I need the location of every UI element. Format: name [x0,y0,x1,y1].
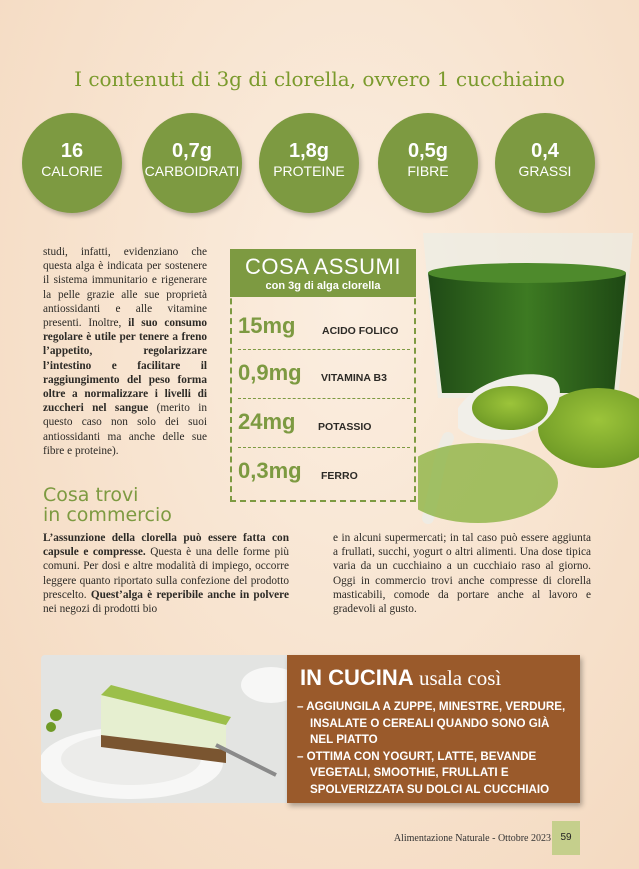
divider [238,398,410,399]
divider [238,349,410,350]
stat-label: GRASSI [518,163,572,179]
nutrient-amount: 15mg [238,313,296,338]
stat-circle-grassi [495,113,595,213]
nutrient-row [238,313,410,353]
paragraph-text: Questa è una delle forme più comuni. Per dosi e altre modalità di impiego, occorre leggere quanto riportato sulla confezione del prodotto prescelto. [43,546,289,601]
stat-label: CALORIE [41,163,103,179]
stats-row [22,113,622,213]
cucina-item: – OTTIMA CON YOGURT, LATTE, BEVANDE VEGETALI, SMOOTHIE, FRULLATI E SPOLVERIZZATA SU DOLCI AL CUCCHIAIO [297,749,550,796]
paragraph-bold: il suo consumo regolare è utile per tenere a freno l’appetito, regolarizzare l’intestino e facilitare il raggiungimento del peso forma oltre a normalizzare i livelli di zuccheri nel sangue [43,317,207,415]
nutrient-row [238,458,410,498]
section-title [43,485,172,525]
body-column-1 [43,245,207,458]
paragraph-text: nei negozi di prodotti bio [43,603,158,616]
stat-circle-calorie [22,113,122,213]
nutrient-box-subtitle: con 3g di alga clorella [265,280,381,292]
cucina-title-rest: usala così [418,666,502,690]
paragraph-text: e in alcuni supermercati; in tal caso può essere aggiunta a frullati, succhi, yogurt o altri alimenti. Una dose tipica varia da un cucchiaino a un cucchiaio raso al giorno. Oggi in commercio trovi anche compresse di clorella masticabili, comode da portare anche al lavoro e gradevoli al gusto. [333,532,591,616]
nutrient-row [238,360,410,400]
stat-value: 0,4 [531,140,559,162]
nutrient-name: VITAMINA B3 [321,372,387,384]
body-column-2 [43,531,289,616]
nutrient-amount: 0,3mg [238,458,302,483]
stat-circle-proteine [259,113,359,213]
nutrient-amount: 0,9mg [238,360,302,385]
stat-circle-fibre [378,113,478,213]
footer-text: Alimentazione Naturale - Ottobre 2023 [393,833,551,844]
divider [238,447,410,448]
paragraph-text: (merito in questo caso non solo dei suoi antiossidanti ma anche delle sue fibre e proteine). [43,402,207,457]
section-title-line: Cosa trovi [43,484,139,506]
stat-label: CARBOIDRATI [144,163,240,179]
stat-label: FIBRE [407,163,449,179]
stat-value: 0,5g [407,140,449,162]
nutrient-name: FERRO [321,470,358,482]
nutrient-amount: 24mg [238,409,296,434]
section-title-line: in commercio [43,504,172,526]
paragraph-bold: Quest’alga è reperibile anche in polvere [90,588,289,601]
cucina-list [297,699,572,798]
nutrient-name: POTASSIO [318,421,372,433]
paragraph-bold: L’assunzione della clorella può essere fatta con capsule e compresse. [43,532,289,559]
paragraph-text: studi, infatti, evidenziano che questa alga è indicata per sostenere il sistema immunitario e rigenerare la pelle grazie alle sue proprietà antiossidanti e alle vitamine presenti. Inoltre, [43,246,207,330]
nutrient-row [238,409,410,449]
nutrient-name: ACIDO FOLICO [322,325,399,337]
stat-label: PROTEINE [273,163,345,179]
stat-circle-carboidrati [142,113,242,213]
stat-value: 0,7g [171,140,213,162]
nutrient-box-title: COSA ASSUMI [245,254,401,279]
cucina-title [300,665,501,691]
page-number: 59 [552,821,580,855]
body-column-3 [333,531,591,616]
cucina-box [287,655,580,803]
stat-value: 16 [60,140,84,162]
chlorella-photo [418,228,639,528]
stat-value: 1,8g [288,140,330,162]
page-title: I contenuti di 3g di clorella, ovvero 1 cucchiaino [74,67,565,91]
cheesecake-photo [41,655,291,803]
cucina-item: – AGGIUNGILA A ZUPPE, MINESTRE, VERDURE, INSALATE O CEREALI QUANDO SONO GIÀ NEL PIATTO [297,700,566,746]
cucina-title-bold: IN CUCINA [300,665,413,690]
nutrient-box-header [230,249,416,297]
